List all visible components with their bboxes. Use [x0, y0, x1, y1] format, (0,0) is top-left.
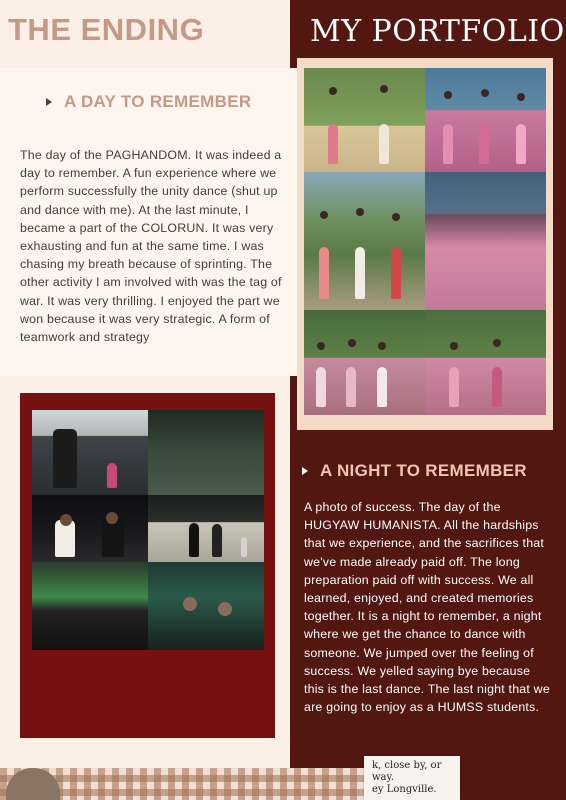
triangle-bullet-icon [302, 467, 308, 475]
section-heading-night-label: A NIGHT TO REMEMBER [320, 461, 527, 480]
photo-collage-night [32, 410, 264, 722]
photo-dance-floor [148, 495, 264, 562]
photo-tug-of-war [304, 310, 425, 415]
photo-audience [148, 410, 264, 495]
clipping-line: way. [372, 772, 395, 783]
clipping-line: k, close by, or [372, 760, 442, 771]
photo-stage-performance [32, 410, 148, 495]
photo-group-stage [32, 562, 148, 650]
section-heading-day [46, 92, 251, 112]
newspaper-clipping [364, 756, 460, 800]
night-paragraph: A photo of success. The day of the HUGYAW HUMANISTA. All the hardships that we experience, and the sacrifices that we've made already paid off. The long preparation paid off with success. We all learned, enjoyed, and created memories together. It is a night to remember, a night where we get the chance to dance with someone. We jumped over the feeling of success. We yelled saying bye because this is the last dance. The last night that we are going to enjoy as a HUMSS students. [304, 500, 550, 715]
photo-collage-day [304, 68, 546, 415]
triangle-bullet-icon [46, 98, 52, 106]
page-title-right: MY PORTFOLIO [310, 14, 565, 49]
photo-couple [148, 562, 264, 650]
photo-colorun-1 [304, 68, 425, 172]
page-title-left: THE ENDING [8, 12, 205, 47]
photo-colorun-2 [425, 68, 546, 172]
photo-colorun-3 [304, 172, 425, 310]
photo-tug-of-war-2 [425, 310, 546, 415]
section-heading-night [302, 461, 527, 481]
photo-friends-night [32, 495, 148, 562]
section-heading-day-label: A DAY TO REMEMBER [64, 92, 252, 111]
day-paragraph: The day of the PAGHANDOM. It was indeed a day to remember. A fun experience where we perform successfully the unity dance (shut up and dance with me). At the last minute, I became a part of the COLORUN. It was very exhausting and fun at the same time. I was chasing my breath because of sprinting. The other activity I am involved with was the tag of war. It was very thrilling. I enjoyed the part we won because it was very strategic. A form of teamwork and strategy [20, 148, 282, 345]
clipping-line: ey Longville. [372, 784, 437, 795]
photo-crowd-field [425, 172, 546, 310]
